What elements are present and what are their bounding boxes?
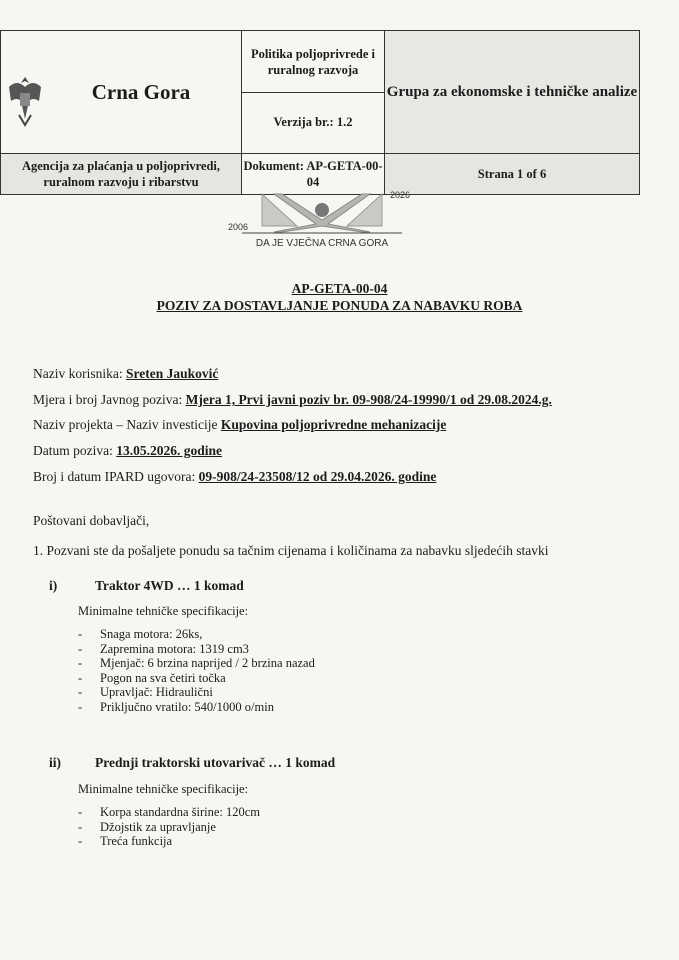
anniversary-x-icon (222, 186, 422, 256)
spec-item: - Džojstik za upravljanje (78, 820, 260, 835)
anniversary-logo (222, 186, 422, 256)
coat-of-arms-icon (3, 71, 47, 127)
field-measure: Mjera i broj Javnog poziva: Mjera 1, Prvi javni poziv br. 09-908/24-19990/1 od 29.08.2024.g. (33, 392, 552, 407)
field-contract: Broj i datum IPARD ugovora: 09-908/24-23508/12 od 29.04.2026. godine (33, 469, 437, 484)
country-cell (1, 31, 242, 154)
policy-version-cell (242, 31, 385, 154)
field-date: Datum poziva: 13.05.2026. godine (33, 443, 222, 458)
spec-item: - Mjenjač: 6 brzina naprijed / 2 brzina nazad (78, 656, 315, 671)
anniversary-year-start: 2006 (228, 222, 249, 232)
document-header (0, 30, 640, 195)
item-2-name: Prednji traktorski utovarivač … 1 komad (95, 755, 336, 770)
spec-item: - Snaga motora: 26ks, (78, 627, 315, 642)
document-heading: POZIV ZA DOSTAVLJANJE PONUDA ZA NABAVKU ROBA (156, 298, 523, 313)
item-1-name: Traktor 4WD … 1 komad (95, 578, 244, 593)
spec-item: - Upravljač: Hidraulični (78, 685, 315, 700)
agency-label: Agencija za plaćanja u poljoprivredi, ruralnom razvoju i ribarstvu (1, 154, 242, 195)
document-code: Dokument: AP-GETA-00-04 (242, 154, 385, 195)
group-label: Grupa za ekonomske i tehničke analize (385, 31, 640, 154)
version-label: Verzija br.: 1.2 (273, 115, 353, 129)
spec-item: - Korpa standardna širine: 120cm (78, 805, 260, 820)
item-2-number: ii) (49, 755, 61, 770)
item-1-spec-list (78, 627, 315, 715)
spec-item: - Zapremina motora: 1319 cm3 (78, 642, 315, 657)
anniversary-slogan: DA JE VJEČNA CRNA GORA (255, 238, 389, 249)
document-code-title: AP-GETA-00-04 (291, 281, 388, 296)
page-number: Strana 1 of 6 (385, 154, 640, 195)
item-2-spec-list (78, 805, 260, 849)
country-name: Crna Gora (91, 79, 191, 104)
anniversary-year-end: 2026 (390, 190, 411, 200)
greeting: Poštovani dobavljači, (33, 513, 150, 528)
intro-paragraph: 1. Pozvani ste da pošaljete ponudu sa tačnim cijenama i količinama za nabavku sljedećih stavki (33, 543, 549, 558)
spec-item: - Pogon na sva četiri točka (78, 671, 315, 686)
item-1-number: i) (49, 578, 58, 593)
spec-item: - Treća funkcija (78, 834, 260, 849)
field-project: Naziv projekta – Naziv investicije Kupovina poljoprivredne mehanizacije (33, 417, 447, 432)
policy-label: Politika poljoprivrede i ruralnog razvoja (242, 32, 384, 93)
spec-item: - Priključno vratilo: 540/1000 o/min (78, 700, 315, 715)
item-2-spec-title: Minimalne tehničke specifikacije: (78, 782, 249, 796)
field-beneficiary: Naziv korisnika: Sreten Jauković (33, 366, 219, 381)
item-1-spec-title: Minimalne tehničke specifikacije: (78, 604, 249, 618)
